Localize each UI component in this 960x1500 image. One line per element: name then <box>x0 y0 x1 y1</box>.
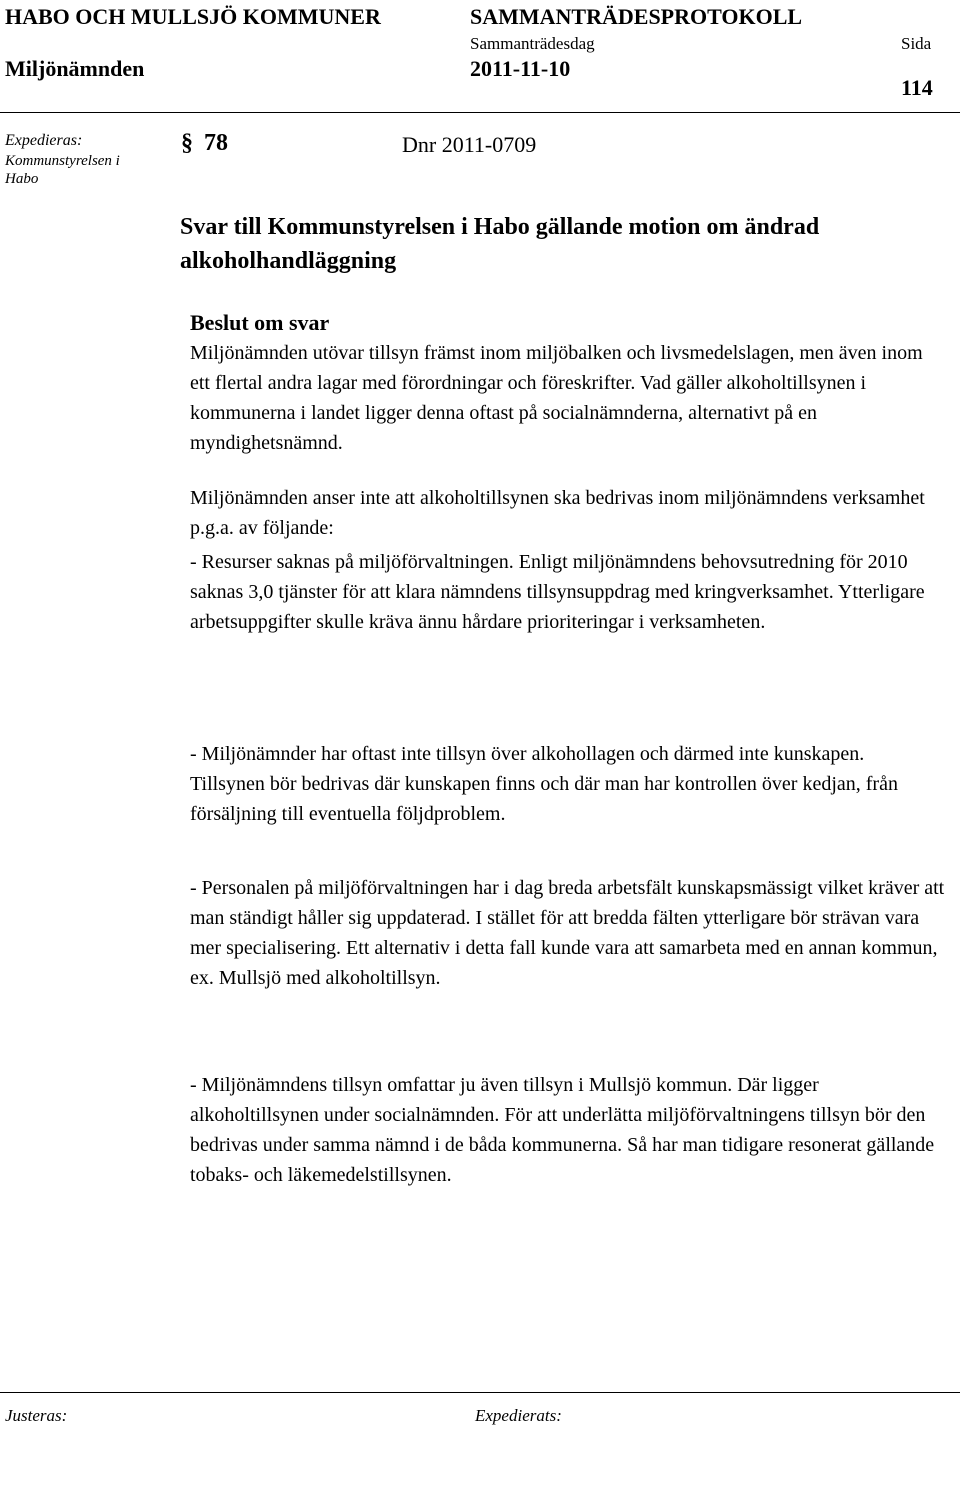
diary-number: Dnr 2011-0709 <box>402 132 537 157</box>
organization-name: HABO OCH MULLSJÖ KOMMUNER <box>5 4 381 29</box>
justeras-label: Justeras: <box>5 1406 68 1425</box>
page-number: 114 <box>901 75 933 100</box>
section-mark: § <box>181 130 193 156</box>
paragraph-number: 78 <box>204 130 228 156</box>
body-paragraph: - Personalen på miljöförvaltningen har i dag breda arbetsfält kunskapsmässigt vilket kräver att man ständigt håller sig uppdaterad. I stället för att bredda fälten ytterligare bör strävan vara mer specialisering. Ett alternativ i detta fall kunde vara att samarbeta med en annan kommun, ex. Mullsjö med alkoholtillsyn. <box>190 877 945 989</box>
body-paragraph: Miljönämnden anser inte att alkoholtillsynen ska bedrivas inom miljönämndens verksamhet p.g.a. av följande: <box>190 487 925 539</box>
section-heading: Beslut om svar <box>190 310 330 335</box>
body-paragraph: - Resurser saknas på miljöförvaltningen. Enligt miljönämndens behovsutredning för 2010 saknas 3,0 tjänster för att klara nämndens tillsynsuppdrag med kringverksamhet. Ytterligare arbetsuppgifter skulle kräva ännu hårdare prioriteringar i verksamheten. <box>190 551 925 633</box>
meeting-date-label: Sammanträdesdag <box>470 34 595 53</box>
expedierats-label: Expedierats: <box>475 1406 562 1425</box>
document-type: SAMMANTRÄDESPROTOKOLL <box>470 4 803 29</box>
page-label: Sida <box>901 34 932 53</box>
body-paragraph: - Miljönämnder har oftast inte tillsyn över alkohollagen och därmed inte kunskapen. Tillsynen bör bedrivas där kunskapen finns och där man har kontrollen över kedjan, från försäljning till eventuella följdproblem. <box>190 743 898 825</box>
expedieras-recipient: Kommunstyrelsen i Habo <box>5 153 120 187</box>
body-paragraph: - Miljönämndens tillsyn omfattar ju även tillsyn i Mullsjö kommun. Där ligger alkoholtillsynen under socialnämnden. För att underlätta miljöförvaltningens tillsyn bör den bedrivas under samma nämnd i de båda kommunerna. Så har man tidigare resonerat gällande tobaks- och läkemedelstillsynen. <box>190 1074 935 1186</box>
body-paragraph: Miljönämnden utövar tillsyn främst inom miljöbalken och livsmedelslagen, men även inom ett flertal andra lagar med förordningar och föreskrifter. Vad gäller alkoholtillsynen i kommunerna i landet ligger denna oftast på socialnämnderna, alternativt på en myndighetsnämnd. <box>190 342 923 454</box>
document-title: Svar till Kommunstyrelsen i Habo gällande motion om ändrad alkoholhandläggning <box>180 214 820 274</box>
expedieras-label: Expedieras: <box>5 132 83 149</box>
department-name: Miljönämnden <box>5 56 145 81</box>
header-divider <box>0 112 960 113</box>
footer-divider <box>0 1392 960 1393</box>
meeting-date: 2011-11-10 <box>470 56 571 81</box>
